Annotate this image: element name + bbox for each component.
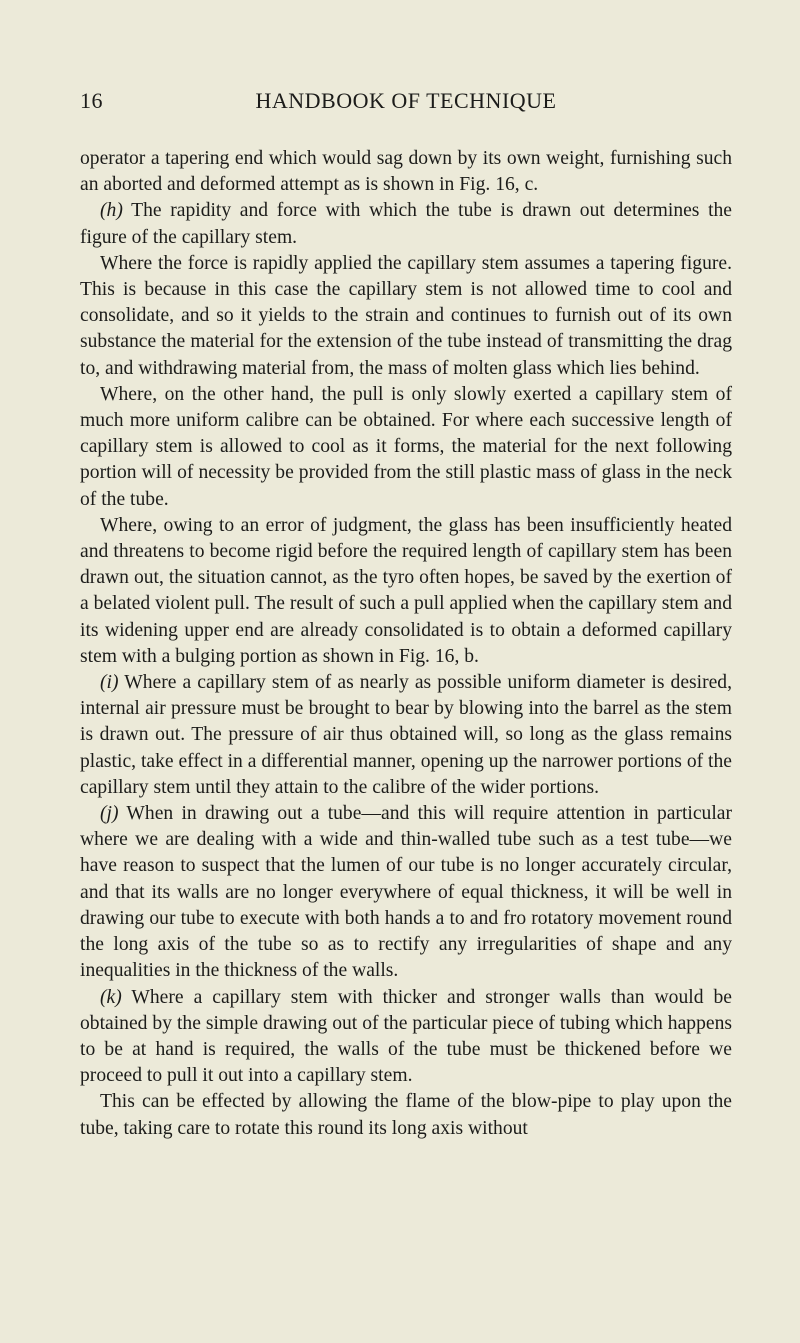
paragraph-slow-pull bbox=[80, 382, 732, 513]
paragraph-text: Where, on the other hand, the pull is only slowly exerted a capillary stem of much more uniform calibre can be obtained. For where each successive length of capillary stem is allowed to cool as it forms, the material for the next following portion will of necessity be provided from the still plastic mass of glass in the neck of the tube. bbox=[80, 383, 732, 510]
running-head bbox=[80, 88, 732, 118]
paragraph-error-judgment bbox=[80, 513, 732, 670]
paragraph-text: operator a tapering end which would sag down by its own weight, furnishing such an aborted and deformed attempt as is shown in Fig. 16, c. bbox=[80, 148, 732, 196]
body-text bbox=[80, 146, 732, 1142]
paragraph-k bbox=[80, 985, 732, 1090]
paragraph-h bbox=[80, 198, 732, 250]
paragraph-label: (k) bbox=[100, 986, 122, 1008]
paragraph-text: This can be effected by allowing the flame of the blow-pipe to play upon the tube, taking care to rotate this round its long axis without bbox=[80, 1091, 732, 1139]
paragraph-label: (j) bbox=[100, 803, 119, 825]
paragraph-i bbox=[80, 670, 732, 801]
paragraph-rapid-force bbox=[80, 251, 732, 382]
page-number: 16 bbox=[80, 88, 103, 113]
paragraph-continuation bbox=[80, 146, 732, 198]
paragraph-blow-pipe bbox=[80, 1089, 732, 1141]
running-title: HANDBOOK OF TECHNIQUE bbox=[255, 88, 557, 113]
paragraph-label: (i) bbox=[100, 672, 119, 694]
paragraph-text: The rapidity and force with which the tube is drawn out determines the figure of the capillary stem. bbox=[80, 200, 733, 248]
paragraph-text: Where a capillary stem with thicker and stronger walls than would be obtained by the simple drawing out of the particular piece of tubing which happens to be at hand is required, the walls of the tube must be thickened before we proceed to pull it out into a capillary stem. bbox=[80, 986, 733, 1087]
paragraph-text: Where the force is rapidly applied the capillary stem assumes a tapering figure. This is because in this case the capillary stem is not allowed time to cool and consolidate, and so it yields to the strain and continues to furnish out of its own substance the material for the extension of the tube instead of transmitting the drag to, and withdrawing material from, the mass of molten glass which lies behind. bbox=[80, 252, 732, 379]
paragraph-text: Where, owing to an error of judgment, the glass has been insufficiently heated and threatens to become rigid before the required length of capillary stem has been drawn out, the situation cannot, as the tyro often hopes, be saved by the exertion of a belated violent pull. The result of such a pull applied when the capillary stem and its widening upper end are already consolidated is to obtain a deformed capillary stem with a bulging portion as shown in Fig. 16, b. bbox=[80, 514, 732, 667]
paragraph-text: Where a capillary stem of as nearly as possible uniform diameter is desired, internal air pressure must be brought to bear by blowing into the barrel as the stem is drawn out. The pressure of air thus obtained will, so long as the glass remains plastic, take effect in a differential manner, opening up the narrower portions of the capillary stem until they attain to the calibre of the wider portions. bbox=[80, 672, 733, 798]
paragraph-j bbox=[80, 801, 732, 984]
paragraph-text: When in drawing out a tube—and this will require attention in particular where we are dealing with a wide and thin-walled tube such as a test tube—we have reason to suspect that the lumen of our tube is no longer accurately circular, and that its walls are no longer everywhere of equal thickness, it will be well in drawing our tube to execute with both hands a to and fro rotatory movement round the long axis of the tube so as to rectify any irregularities of shape and any inequalities in the thickness of the walls. bbox=[80, 803, 733, 982]
paragraph-label: (h) bbox=[100, 200, 123, 222]
